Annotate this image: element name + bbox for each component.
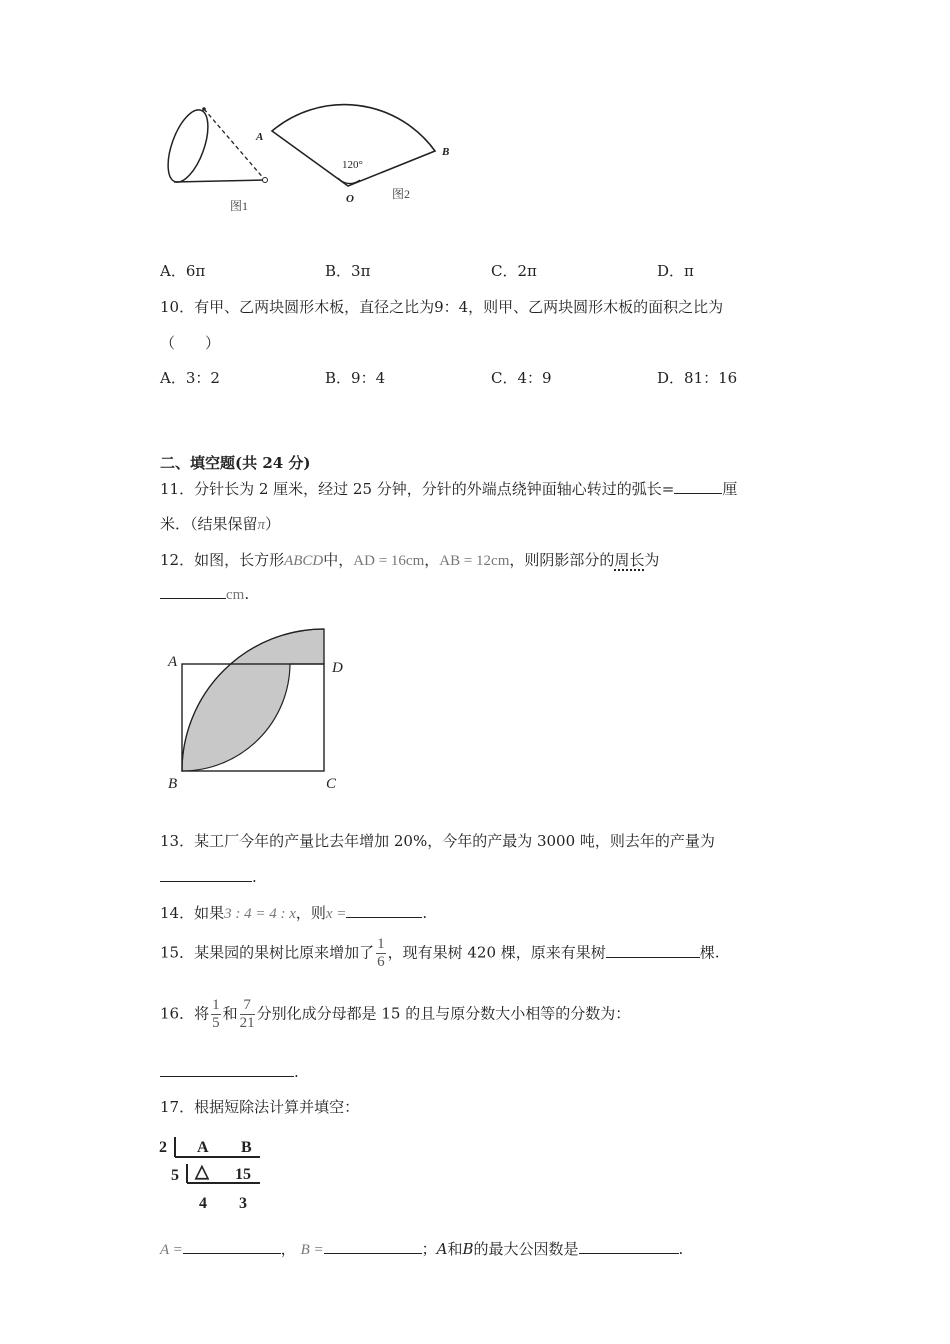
fig9-point-o: O (346, 193, 354, 205)
fig9-angle-label: 120° (342, 159, 363, 171)
fig12-label-b: B (168, 776, 178, 792)
emphasis-dotted-text: 周长 (614, 551, 645, 569)
q10-option-d[interactable]: D．81：16 (657, 369, 738, 387)
pi-symbol: π (257, 517, 266, 533)
fig12-label-a: A (168, 654, 178, 670)
q12-line2: cm. (160, 583, 249, 604)
cone-base-ellipse (160, 105, 216, 187)
q17-blank-a[interactable] (183, 1238, 281, 1254)
q9-option-c[interactable]: C．2π (491, 262, 537, 280)
q10-option-b[interactable]: B．9：4 (325, 369, 386, 387)
q17-answer-line: A = ， B = ；A和B的最大公因数是 . (160, 1240, 684, 1258)
dividend-b: B (241, 1139, 252, 1156)
q13-answer-blank[interactable] (160, 866, 252, 882)
sector-shape (272, 105, 435, 186)
fig9-label1: 图1 (230, 199, 249, 213)
q14-line: 14．如果3 : 4 = 4 : x，则x = . (160, 904, 428, 922)
q13-line2: . (160, 866, 257, 886)
q16-line1: 16．将 $\frac{1}{5}$ 和 $\frac{7}{21}$ 分别化成分母都是 15 的且与原分数大小相等的分数为： (160, 997, 631, 1031)
cone-slant-dashed (204, 109, 265, 180)
q10-option-a[interactable]: A．3：2 (160, 369, 220, 387)
short-division-figure (155, 1130, 275, 1215)
divisor-2: 2 (159, 1139, 167, 1156)
q11-answer-blank[interactable] (674, 478, 722, 494)
q9-option-d[interactable]: D．π (657, 262, 694, 280)
result-3: 3 (239, 1195, 247, 1212)
fig12-label-c: C (326, 776, 337, 792)
quotient-15: 15 (235, 1166, 251, 1183)
fig9-point-a: A (256, 131, 264, 143)
fraction-one-fifth: $\frac{1}{5}$ (212, 997, 220, 1031)
q16-answer-blank[interactable] (160, 1061, 294, 1077)
divisor-5: 5 (171, 1167, 179, 1184)
cone-top-point (202, 107, 206, 111)
q13-line1: 13．某工厂今年的产量比去年增加 20%，今年的产最为 3000 吨，则去年的产量为 (160, 832, 715, 850)
fig9-label2: 图2 (392, 187, 411, 201)
q16-line2: . (160, 1061, 299, 1081)
q10-answer-paren: （ ） (160, 334, 221, 352)
q15-line: 15．某果园的果树比原来增加了 $\frac{1}{6}$ ，现有果树 420 棵，原来有果树 棵. (160, 936, 720, 970)
q11-equals: = (661, 480, 675, 498)
q12-figure (160, 622, 360, 797)
fraction-one-sixth: $\frac{1}{6}$ (377, 936, 385, 970)
q9-figure (160, 88, 480, 218)
q9-option-a[interactable]: A．6π (160, 262, 206, 280)
q9-option-b[interactable]: B．3π (325, 262, 371, 280)
dividend-a: A (197, 1139, 209, 1156)
cone-apex-point (263, 178, 268, 183)
q12-answer-blank[interactable] (160, 583, 226, 599)
q17-blank-gcd[interactable] (579, 1238, 679, 1254)
q10-option-c[interactable]: C．4：9 (491, 369, 552, 387)
q14-answer-blank[interactable] (346, 902, 422, 918)
q15-answer-blank[interactable] (606, 942, 700, 958)
q12-line1: 12．如图，长方形ABCD中，AD = 16cm，AB = 12cm，则阴影部分的周长为 (160, 551, 660, 569)
fig9-point-b: B (442, 146, 450, 158)
result-4: 4 (199, 1195, 207, 1212)
fig12-label-d: D (332, 660, 343, 676)
q17-blank-b[interactable] (324, 1238, 422, 1254)
fraction-seven-twentyfirsts: $\frac{7}{21}$ (239, 997, 255, 1031)
cone-bottom-edge (174, 180, 265, 182)
triangle-symbol: △ (195, 1161, 209, 1181)
q11-line1: 11．分针长为 2 厘米，经过 25 分钟，分针的外端点绕钟面轴心转过的弧长= 厘 (160, 480, 738, 498)
section-title: 二、填空题(共 24 分) (160, 454, 311, 472)
shaded-region (182, 629, 324, 771)
q10-stem: 10．有甲、乙两块圆形木板，直径之比为9：4，则甲、乙两块圆形木板的面积之比为 (160, 298, 724, 316)
q17-stem: 17．根据短除法计算并填空： (160, 1098, 360, 1116)
q11-line2: 米．（结果保留π） (160, 515, 281, 533)
